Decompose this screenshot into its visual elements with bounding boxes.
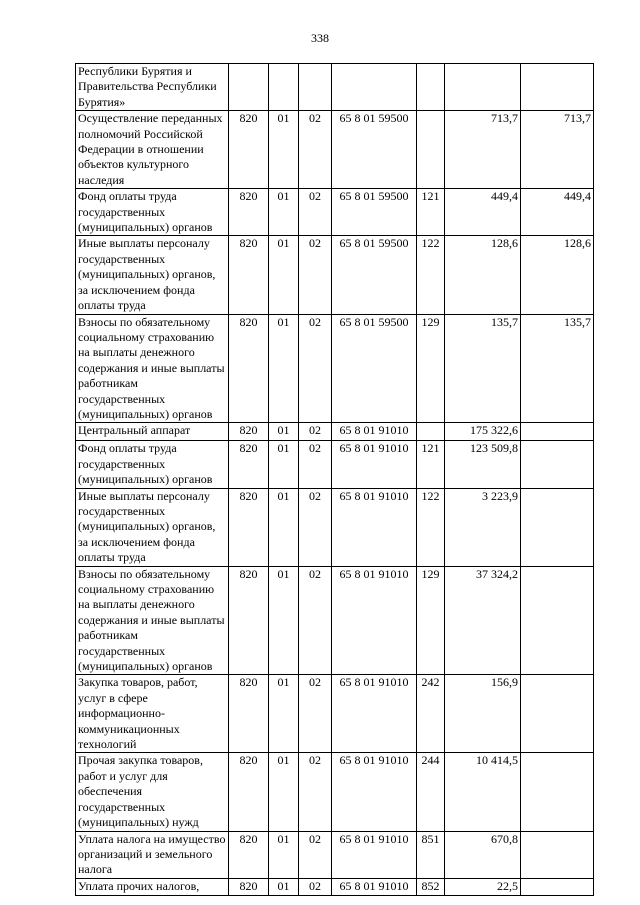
expense-type-code: 851 [417, 831, 445, 878]
amount-1: 22,5 [445, 878, 521, 895]
ved-code: 820 [229, 111, 269, 189]
target-article-code [332, 64, 417, 111]
expense-type-code: 129 [417, 314, 445, 423]
target-article-code: 65 8 01 59500 [332, 111, 417, 189]
expense-type-code: 244 [417, 753, 445, 831]
amount-1: 128,6 [445, 236, 521, 314]
target-article-code: 65 8 01 91010 [332, 441, 417, 488]
section-code: 01 [269, 441, 299, 488]
section-code [269, 64, 299, 111]
subsection-code: 02 [299, 675, 332, 753]
amount-2: 135,7 [521, 314, 594, 423]
row-name: Фонд оплаты труда государственных (муниципальных) органов [76, 189, 229, 236]
expense-type-code: 122 [417, 236, 445, 314]
row-name: Центральный аппарат [76, 423, 229, 441]
amount-1: 3 223,9 [445, 488, 521, 566]
table-row [76, 831, 594, 878]
section-code: 01 [269, 753, 299, 831]
row-name: Взносы по обязательному социальному страхованию на выплаты денежного содержания и иные выплаты работникам государственных (муниципальных) органов [76, 566, 229, 675]
table-row [76, 189, 594, 236]
expense-type-code [417, 111, 445, 189]
section-code: 01 [269, 236, 299, 314]
amount-1: 449,4 [445, 189, 521, 236]
section-code: 01 [269, 566, 299, 675]
table-row [76, 314, 594, 423]
table-row [76, 878, 594, 895]
amount-1: 156,9 [445, 675, 521, 753]
row-name: Иные выплаты персоналу государственных (муниципальных) органов, за исключением фонда оплаты труда [76, 236, 229, 314]
amount-2: 128,6 [521, 236, 594, 314]
amount-2 [521, 831, 594, 878]
budget-table [75, 63, 594, 896]
section-code: 01 [269, 189, 299, 236]
subsection-code: 02 [299, 111, 332, 189]
table-row [76, 423, 594, 441]
amount-2: 449,4 [521, 189, 594, 236]
amount-1: 175 322,6 [445, 423, 521, 441]
target-article-code: 65 8 01 91010 [332, 566, 417, 675]
target-article-code: 65 8 01 91010 [332, 675, 417, 753]
expense-type-code: 852 [417, 878, 445, 895]
amount-2 [521, 566, 594, 675]
subsection-code: 02 [299, 236, 332, 314]
section-code: 01 [269, 878, 299, 895]
table-row [76, 566, 594, 675]
subsection-code: 02 [299, 488, 332, 566]
amount-2 [521, 423, 594, 441]
expense-type-code: 129 [417, 566, 445, 675]
amount-1: 123 509,8 [445, 441, 521, 488]
amount-2 [521, 878, 594, 895]
target-article-code: 65 8 01 91010 [332, 753, 417, 831]
target-article-code: 65 8 01 91010 [332, 831, 417, 878]
section-code: 01 [269, 423, 299, 441]
subsection-code [299, 64, 332, 111]
table-row [76, 675, 594, 753]
row-name: Фонд оплаты труда государственных (муниципальных) органов [76, 441, 229, 488]
row-name: Республики Бурятия и Правительства Республики Бурятия» [76, 64, 229, 111]
ved-code: 820 [229, 441, 269, 488]
expense-type-code [417, 64, 445, 111]
row-name: Иные выплаты персоналу государственных (муниципальных) органов, за исключением фонда оплаты труда [76, 488, 229, 566]
subsection-code: 02 [299, 831, 332, 878]
ved-code: 820 [229, 675, 269, 753]
target-article-code: 65 8 01 59500 [332, 236, 417, 314]
ved-code: 820 [229, 189, 269, 236]
ved-code: 820 [229, 423, 269, 441]
target-article-code: 65 8 01 91010 [332, 423, 417, 441]
ved-code: 820 [229, 831, 269, 878]
amount-1: 37 324,2 [445, 566, 521, 675]
amount-2 [521, 64, 594, 111]
target-article-code: 65 8 01 59500 [332, 189, 417, 236]
subsection-code: 02 [299, 878, 332, 895]
amount-1: 135,7 [445, 314, 521, 423]
row-name: Уплата налога на имущество организаций и земельного налога [76, 831, 229, 878]
row-name: Уплата прочих налогов, [76, 878, 229, 895]
section-code: 01 [269, 675, 299, 753]
subsection-code: 02 [299, 314, 332, 423]
section-code: 01 [269, 314, 299, 423]
expense-type-code: 121 [417, 189, 445, 236]
ved-code: 820 [229, 753, 269, 831]
row-name: Закупка товаров, работ, услуг в сфере информационно-коммуникационных технологий [76, 675, 229, 753]
row-name: Осуществление переданных полномочий Российской Федерации в отношении объектов культурного наследия [76, 111, 229, 189]
target-article-code: 65 8 01 91010 [332, 878, 417, 895]
amount-1: 670,8 [445, 831, 521, 878]
amount-1 [445, 64, 521, 111]
table-row [76, 111, 594, 189]
subsection-code: 02 [299, 189, 332, 236]
amount-2 [521, 753, 594, 831]
subsection-code: 02 [299, 441, 332, 488]
ved-code [229, 64, 269, 111]
expense-type-code: 121 [417, 441, 445, 488]
section-code: 01 [269, 831, 299, 878]
amount-1: 713,7 [445, 111, 521, 189]
table-row [76, 488, 594, 566]
table-row [76, 753, 594, 831]
table-row [76, 441, 594, 488]
page-number: 338 [311, 31, 329, 45]
ved-code: 820 [229, 314, 269, 423]
subsection-code: 02 [299, 566, 332, 675]
section-code: 01 [269, 111, 299, 189]
amount-1: 10 414,5 [445, 753, 521, 831]
ved-code: 820 [229, 566, 269, 675]
row-name: Прочая закупка товаров, работ и услуг для обеспечения государственных (муниципальных) нужд [76, 753, 229, 831]
subsection-code: 02 [299, 753, 332, 831]
amount-2: 713,7 [521, 111, 594, 189]
row-name: Взносы по обязательному социальному страхованию на выплаты денежного содержания и иные выплаты работникам государственных (муниципальных) органов [76, 314, 229, 423]
amount-2 [521, 675, 594, 753]
expense-type-code: 242 [417, 675, 445, 753]
amount-2 [521, 488, 594, 566]
expense-type-code: 122 [417, 488, 445, 566]
table-row [76, 236, 594, 314]
ved-code: 820 [229, 236, 269, 314]
ved-code: 820 [229, 878, 269, 895]
ved-code: 820 [229, 488, 269, 566]
expense-type-code [417, 423, 445, 441]
table-row [76, 64, 594, 111]
section-code: 01 [269, 488, 299, 566]
target-article-code: 65 8 01 59500 [332, 314, 417, 423]
subsection-code: 02 [299, 423, 332, 441]
amount-2 [521, 441, 594, 488]
target-article-code: 65 8 01 91010 [332, 488, 417, 566]
